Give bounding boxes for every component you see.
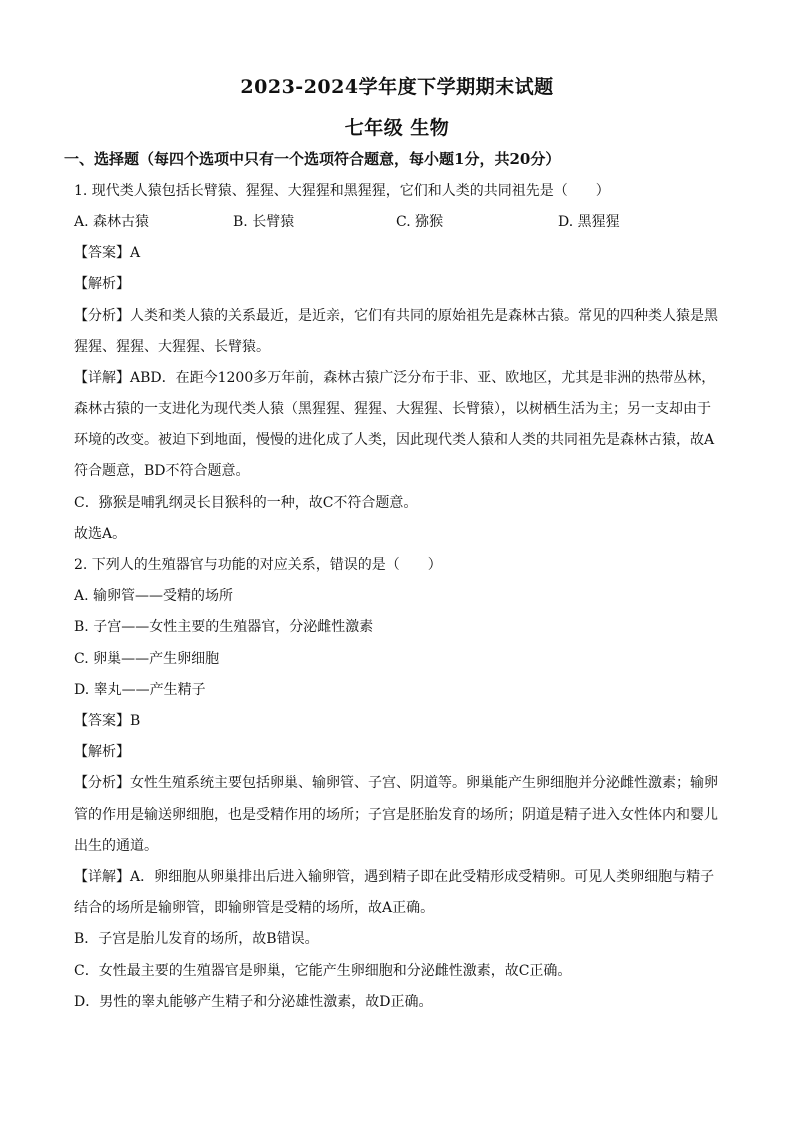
- question-2-fenxi-line-3: 出生的通道。: [74, 838, 158, 854]
- question-1-fenxi-line-1: 【分析】人类和类人猿的关系最近，是近亲，它们有共同的原始祖先是森林古猿。常见的四种类人猿是黑: [74, 308, 718, 324]
- question-2-option-a: A. 输卵管——受精的场所: [74, 588, 234, 604]
- question-1-xiangjie-line-1: 【详解】ABD．在距今1200多万年前，森林古猿广泛分布于非、亚、欧地区，尤其是非洲的热带丛林，: [74, 370, 716, 386]
- question-1-option-d: D. 黑猩猩: [558, 214, 620, 230]
- question-2-xiangjie-line-1: 【详解】A．卵细胞从卵巢排出后进入输卵管，遇到精子即在此受精形成受精卵。可见人类卵细胞与精子: [74, 869, 715, 885]
- question-1-conclusion: 故选A。: [74, 526, 127, 542]
- question-2-option-b-explanation: B．子宫是胎儿发育的场所，故B错误。: [74, 931, 319, 947]
- question-1-option-c-explanation: C．猕猴是哺乳纲灵长目猴科的一种，故C不符合题意。: [74, 495, 418, 511]
- question-2-analysis-label: 【解析】: [74, 744, 130, 760]
- question-2-stem: 2. 下列人的生殖器官与功能的对应关系，错误的是（ ）: [74, 557, 442, 573]
- section-heading: 一、选择题（每四个选项中只有一个选项符合题意，每小题1分，共20分）: [64, 150, 561, 168]
- question-2-fenxi-line-1: 【分析】女性生殖系统主要包括卵巢、输卵管、子宫、阴道等。卵巢能产生卵细胞并分泌雌性激素；输卵: [74, 775, 718, 791]
- question-2-option-c: C. 卵巢——产生卵细胞: [74, 651, 220, 667]
- question-2-option-b: B. 子宫——女性主要的生殖器官，分泌雌性激素: [74, 619, 374, 635]
- question-2-option-c-explanation: C．女性最主要的生殖器官是卵巢，它能产生卵细胞和分泌雌性激素，故C正确。: [74, 963, 572, 979]
- question-1-option-b: B. 长臂猿: [233, 214, 295, 230]
- question-1-xiangjie-line-2: 森林古猿的一支进化为现代类人猿（黑猩猩、猩猩、大猩猩、长臂猿），以树栖生活为主；另一支却由于: [74, 401, 711, 417]
- question-1-xiangjie-line-4: 符合题意，BD不符合题意。: [74, 463, 250, 479]
- question-1-stem: 1. 现代类人猿包括长臂猿、猩猩、大猩猩和黑猩猩，它们和人类的共同祖先是（ ）: [74, 183, 610, 199]
- question-2-answer: 【答案】B: [74, 713, 141, 729]
- question-1-option-a: A. 森林古猿: [74, 214, 150, 230]
- question-2-fenxi-line-2: 管的作用是输送卵细胞，也是受精作用的场所；子宫是胚胎发育的场所；阴道是精子进入女性体内和婴儿: [74, 807, 718, 823]
- question-2-option-d: D. 睾丸——产生精子: [74, 682, 206, 698]
- question-1-fenxi-line-2: 猩猩、猩猩、大猩猩、长臂猿。: [74, 339, 270, 355]
- question-2-option-d-explanation: D．男性的睾丸能够产生精子和分泌雄性激素，故D正确。: [74, 994, 433, 1010]
- question-1-analysis-label: 【解析】: [74, 276, 130, 292]
- question-1-answer: 【答案】A: [74, 245, 141, 261]
- question-1-option-c: C. 猕猴: [396, 214, 444, 230]
- question-1-xiangjie-line-3: 环境的改变。被迫下到地面，慢慢的进化成了人类，因此现代类人猿和人类的共同祖先是森林古猿，故A: [74, 432, 715, 448]
- document-title: 2023-2024学年度下学期期末试题: [240, 76, 554, 98]
- question-2-xiangjie-line-2: 结合的场所是输卵管，即输卵管是受精的场所，故A正确。: [74, 900, 435, 916]
- document-subtitle: 七年级 生物: [344, 117, 450, 139]
